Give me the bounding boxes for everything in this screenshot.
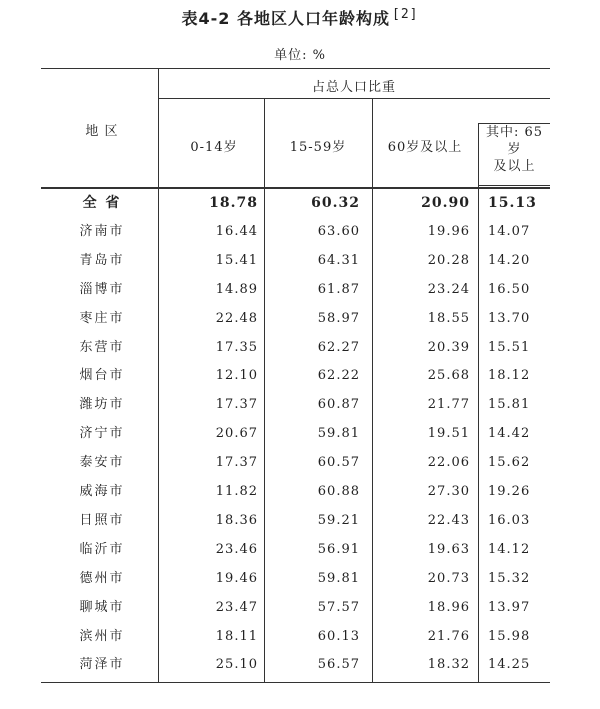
value-age-15-59: 56.91 — [317, 541, 360, 557]
region-cell: 枣庄市 — [79, 310, 125, 326]
value-age-65-plus: 14.42 — [488, 426, 531, 442]
header-age-65-line1: 其中: 65 — [485, 125, 544, 140]
value-age-15-59: 59.81 — [317, 570, 360, 586]
value-age-60-plus: 21.77 — [427, 397, 470, 413]
value-age-0-14: 14.89 — [215, 281, 258, 297]
region-cell: 青岛市 — [79, 252, 125, 268]
region-cell: 济南市 — [79, 223, 125, 239]
value-age-15-59: 59.81 — [317, 426, 360, 442]
value-age-65-plus: 13.70 — [488, 310, 531, 326]
value-age-15-59: 62.27 — [317, 339, 360, 355]
value-age-0-14: 19.46 — [215, 570, 258, 586]
total-value-age-15-59: 60.32 — [311, 195, 360, 211]
value-age-65-plus: 16.50 — [488, 281, 531, 297]
value-age-60-plus: 18.32 — [427, 657, 470, 673]
header-group: 占总人口比重 — [311, 80, 396, 95]
value-age-60-plus: 22.06 — [427, 455, 470, 471]
header-age-15-59: 15-59岁 — [289, 140, 347, 155]
header-region: 地 区 — [85, 124, 119, 139]
value-age-15-59: 61.87 — [317, 281, 360, 297]
region-cell: 威海市 — [79, 484, 125, 499]
header-age-65-line3: 及以上 — [493, 159, 536, 174]
total-value-age-0-14: 18.78 — [209, 195, 258, 211]
region-cell: 菏泽市 — [79, 657, 125, 673]
value-age-60-plus: 18.55 — [427, 310, 470, 326]
region-cell: 临沂市 — [79, 541, 125, 557]
total-region-cell: 全 省 — [82, 195, 122, 211]
region-cell: 德州市 — [79, 570, 125, 586]
value-age-15-59: 56.57 — [317, 657, 360, 673]
value-age-65-plus: 15.51 — [488, 339, 531, 355]
value-age-60-plus: 20.73 — [427, 570, 470, 586]
footnote-ref[interactable]: [2] — [392, 7, 419, 22]
value-age-60-plus: 20.39 — [427, 339, 470, 355]
value-age-0-14: 12.10 — [215, 368, 258, 384]
value-age-60-plus: 19.96 — [427, 223, 470, 239]
value-age-0-14: 16.44 — [215, 223, 258, 239]
col-divider-1 — [264, 98, 265, 683]
region-cell: 烟台市 — [79, 368, 125, 384]
value-age-0-14: 15.41 — [215, 252, 258, 268]
unit-label: 单位: % — [274, 48, 326, 63]
region-cell: 淄博市 — [79, 281, 125, 297]
bottom-rule — [41, 682, 550, 683]
value-age-65-plus: 14.25 — [488, 657, 531, 673]
value-age-15-59: 60.13 — [317, 628, 360, 644]
header-age-65-plus — [478, 123, 550, 186]
value-age-65-plus: 15.62 — [488, 455, 531, 471]
value-age-65-plus: 19.26 — [488, 484, 531, 499]
value-age-60-plus: 22.43 — [427, 512, 470, 528]
value-age-15-59: 60.88 — [317, 484, 360, 499]
value-age-0-14: 18.11 — [215, 628, 258, 644]
value-age-65-plus: 14.12 — [488, 541, 531, 557]
value-age-0-14: 23.47 — [215, 599, 258, 615]
top-rule — [41, 68, 550, 69]
value-age-65-plus: 16.03 — [488, 512, 531, 528]
value-age-65-plus: 15.81 — [488, 397, 531, 413]
col-divider-region — [158, 68, 159, 683]
header-age-65-line2: 岁 — [507, 142, 522, 157]
value-age-65-plus: 15.32 — [488, 570, 531, 586]
value-age-15-59: 63.60 — [317, 223, 360, 239]
value-age-60-plus: 23.24 — [427, 281, 470, 297]
value-age-60-plus: 25.68 — [427, 368, 470, 384]
value-age-0-14: 17.37 — [215, 397, 258, 413]
value-age-60-plus: 18.96 — [427, 599, 470, 615]
total-value-age-65-plus: 15.13 — [488, 195, 537, 211]
header-age-60-plus: 60岁及以上 — [387, 140, 463, 155]
col-divider-2 — [372, 98, 373, 683]
value-age-65-plus: 14.07 — [488, 223, 531, 239]
value-age-0-14: 23.46 — [215, 541, 258, 557]
value-age-0-14: 11.82 — [215, 484, 258, 499]
col-divider-3 — [478, 186, 479, 683]
value-age-15-59: 58.97 — [317, 310, 360, 326]
value-age-60-plus: 20.28 — [427, 252, 470, 268]
value-age-0-14: 25.10 — [215, 657, 258, 673]
value-age-15-59: 64.31 — [317, 252, 360, 268]
value-age-65-plus: 18.12 — [488, 368, 531, 384]
value-age-65-plus: 14.20 — [488, 252, 531, 268]
region-cell: 潍坊市 — [79, 397, 125, 413]
region-cell: 东营市 — [79, 339, 125, 355]
value-age-65-plus: 15.98 — [488, 628, 531, 644]
value-age-15-59: 60.87 — [317, 397, 360, 413]
value-age-65-plus: 13.97 — [488, 599, 531, 615]
region-cell: 聊城市 — [79, 599, 125, 615]
value-age-0-14: 20.67 — [215, 426, 258, 442]
value-age-60-plus: 19.51 — [427, 426, 470, 442]
header-age-0-14: 0-14岁 — [190, 140, 238, 155]
group-header-rule — [158, 98, 550, 99]
table-title — [0, 6, 600, 29]
region-cell: 泰安市 — [79, 455, 125, 471]
value-age-0-14: 22.48 — [215, 310, 258, 326]
value-age-60-plus: 21.76 — [427, 628, 470, 644]
value-age-0-14: 17.37 — [215, 455, 258, 471]
total-value-age-60-plus: 20.90 — [421, 195, 470, 211]
region-cell: 日照市 — [79, 512, 125, 528]
table-title-text: 表4-2 各地区人口年龄构成 — [181, 9, 390, 28]
value-age-15-59: 60.57 — [317, 455, 360, 471]
region-cell: 济宁市 — [79, 426, 125, 442]
value-age-0-14: 18.36 — [215, 512, 258, 528]
value-age-0-14: 17.35 — [215, 339, 258, 355]
region-cell: 滨州市 — [79, 628, 125, 644]
value-age-15-59: 57.57 — [317, 599, 360, 615]
value-age-15-59: 62.22 — [317, 368, 360, 384]
value-age-60-plus: 19.63 — [427, 541, 470, 557]
value-age-15-59: 59.21 — [317, 512, 360, 528]
value-age-60-plus: 27.30 — [427, 484, 470, 499]
